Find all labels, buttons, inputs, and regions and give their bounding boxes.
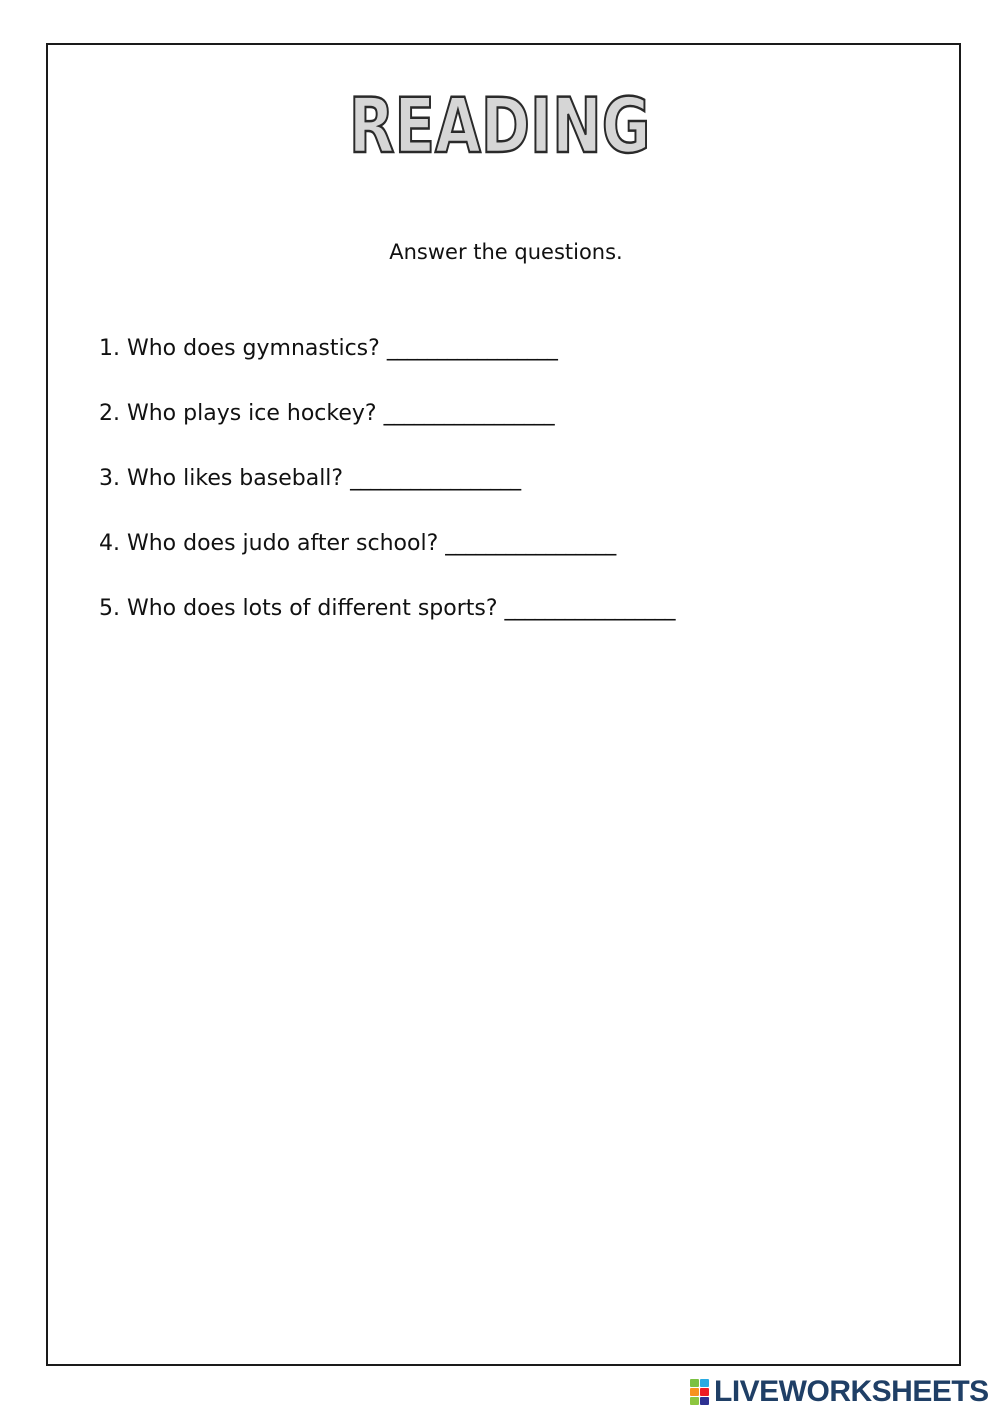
answer-blank[interactable]: _________________ [386,336,557,361]
question-text: 3. Who likes baseball? [99,466,351,491]
logo-block-icon [700,1388,709,1396]
logo-text: LIVEWORKSHEETS [714,1375,989,1408]
question-item [99,403,675,468]
answer-blank[interactable]: _________________ [445,531,616,556]
question-item [99,598,675,663]
question-item [99,533,675,598]
question-list [99,338,675,663]
question-text: 2. Who plays ice hockey? [99,401,384,426]
logo-block-icon [690,1388,699,1396]
answer-blank[interactable]: _________________ [383,401,554,426]
answer-blank[interactable]: _________________ [504,596,675,621]
question-text: 4. Who does judo after school? [99,531,446,556]
liveworksheets-logo[interactable] [690,1377,989,1407]
logo-block-icon [690,1379,699,1387]
question-item [99,338,675,403]
question-text: 5. Who does lots of different sports? [99,596,505,621]
logo-block-icon [690,1397,699,1405]
logo-block-icon [700,1379,709,1387]
worksheet-title: READING [348,81,651,170]
question-text: 1. Who does gymnastics? [99,336,387,361]
question-item [99,468,675,533]
answer-blank[interactable]: _________________ [350,466,521,491]
liveworksheets-logo-icon [690,1379,710,1405]
instruction-text: Answer the questions. [389,240,623,264]
logo-block-icon [700,1397,709,1405]
